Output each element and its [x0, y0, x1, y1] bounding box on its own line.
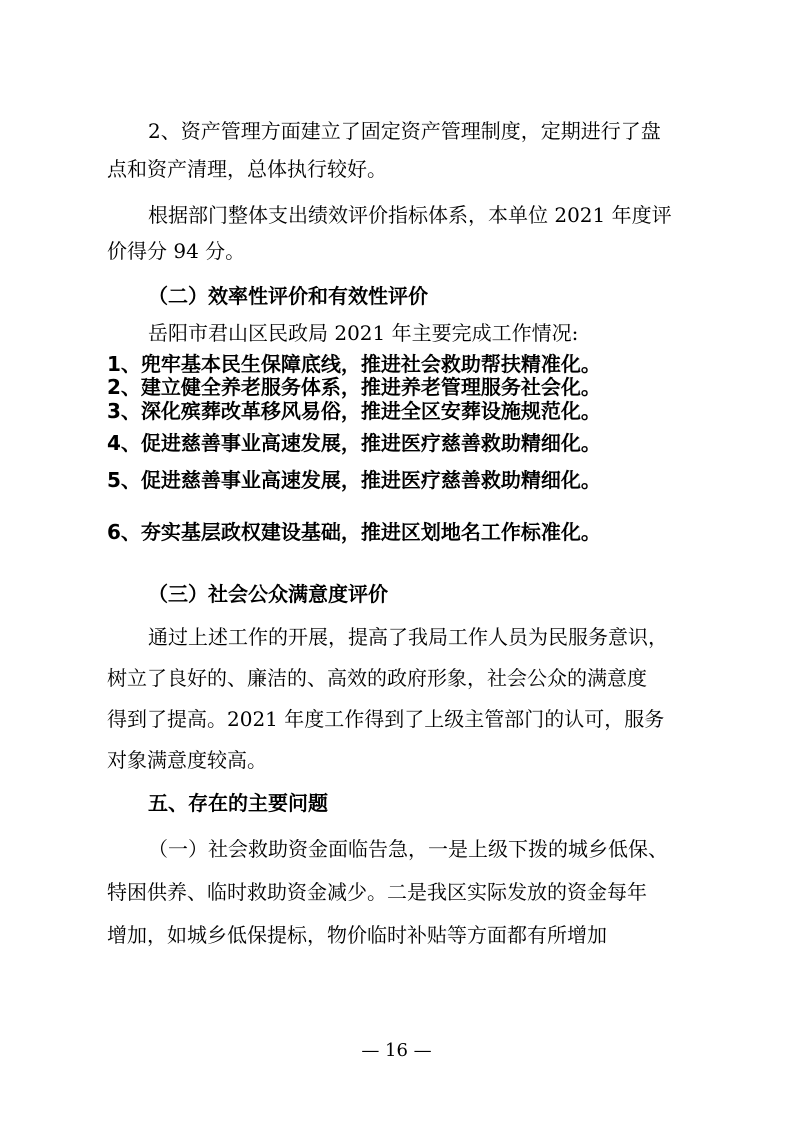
paragraph-line: 通过上述工作的开展，提高了我局工作人员为民服务意识，	[148, 625, 668, 649]
paragraph-line: 增加，如城乡低保提标，物价临时补贴等方面都有所增加	[107, 923, 607, 947]
section-heading: （二）效率性评价和有效性评价	[148, 284, 428, 308]
list-item: 5、促进慈善事业高速发展，推进医疗慈善救助精细化。	[107, 468, 601, 492]
list-item: 2、建立健全养老服务体系，推进养老管理服务社会化。	[107, 375, 601, 399]
list-item: 1、兜牢基本民生保障底线，推进社会救助帮扶精准化。	[107, 352, 601, 376]
paragraph-line: 点和资产清理，总体执行较好。	[107, 157, 387, 181]
list-item: 6、夯实基层政权建设基础，推进区划地名工作标准化。	[107, 520, 601, 544]
section-heading: （三）社会公众满意度评价	[148, 582, 388, 606]
paragraph-line: 树立了良好的、廉洁的、高效的政府形象，社会公众的满意度	[107, 666, 647, 690]
list-item: 4、促进慈善事业高速发展，推进医疗慈善救助精细化。	[107, 431, 601, 455]
paragraph-line: 岳阳市君山区民政局 2021 年主要完成工作情况:	[148, 321, 579, 345]
paragraph-line: 特困供养、临时救助资金减少。二是我区实际发放的资金每年	[107, 880, 647, 904]
paragraph-line: 价得分 94 分。	[107, 239, 246, 263]
section-heading: 五、存在的主要问题	[148, 791, 328, 815]
list-item: 3、深化殡葬改革移风易俗，推进全区安葬设施规范化。	[107, 399, 601, 423]
paragraph-line: 2、资产管理方面建立了固定资产管理制度，定期进行了盘	[148, 119, 661, 143]
page-number: — 16 —	[361, 1040, 432, 1061]
paragraph-line: 对象满意度较高。	[107, 748, 267, 772]
paragraph-line: （一）社会救助资金面临告急，一是上级下拨的城乡低保、	[148, 837, 668, 861]
paragraph-line: 根据部门整体支出绩效评价指标体系，本单位 2021 年度评	[148, 203, 672, 227]
paragraph-line: 得到了提高。2021 年度工作得到了上级主管部门的认可，服务	[107, 707, 665, 731]
